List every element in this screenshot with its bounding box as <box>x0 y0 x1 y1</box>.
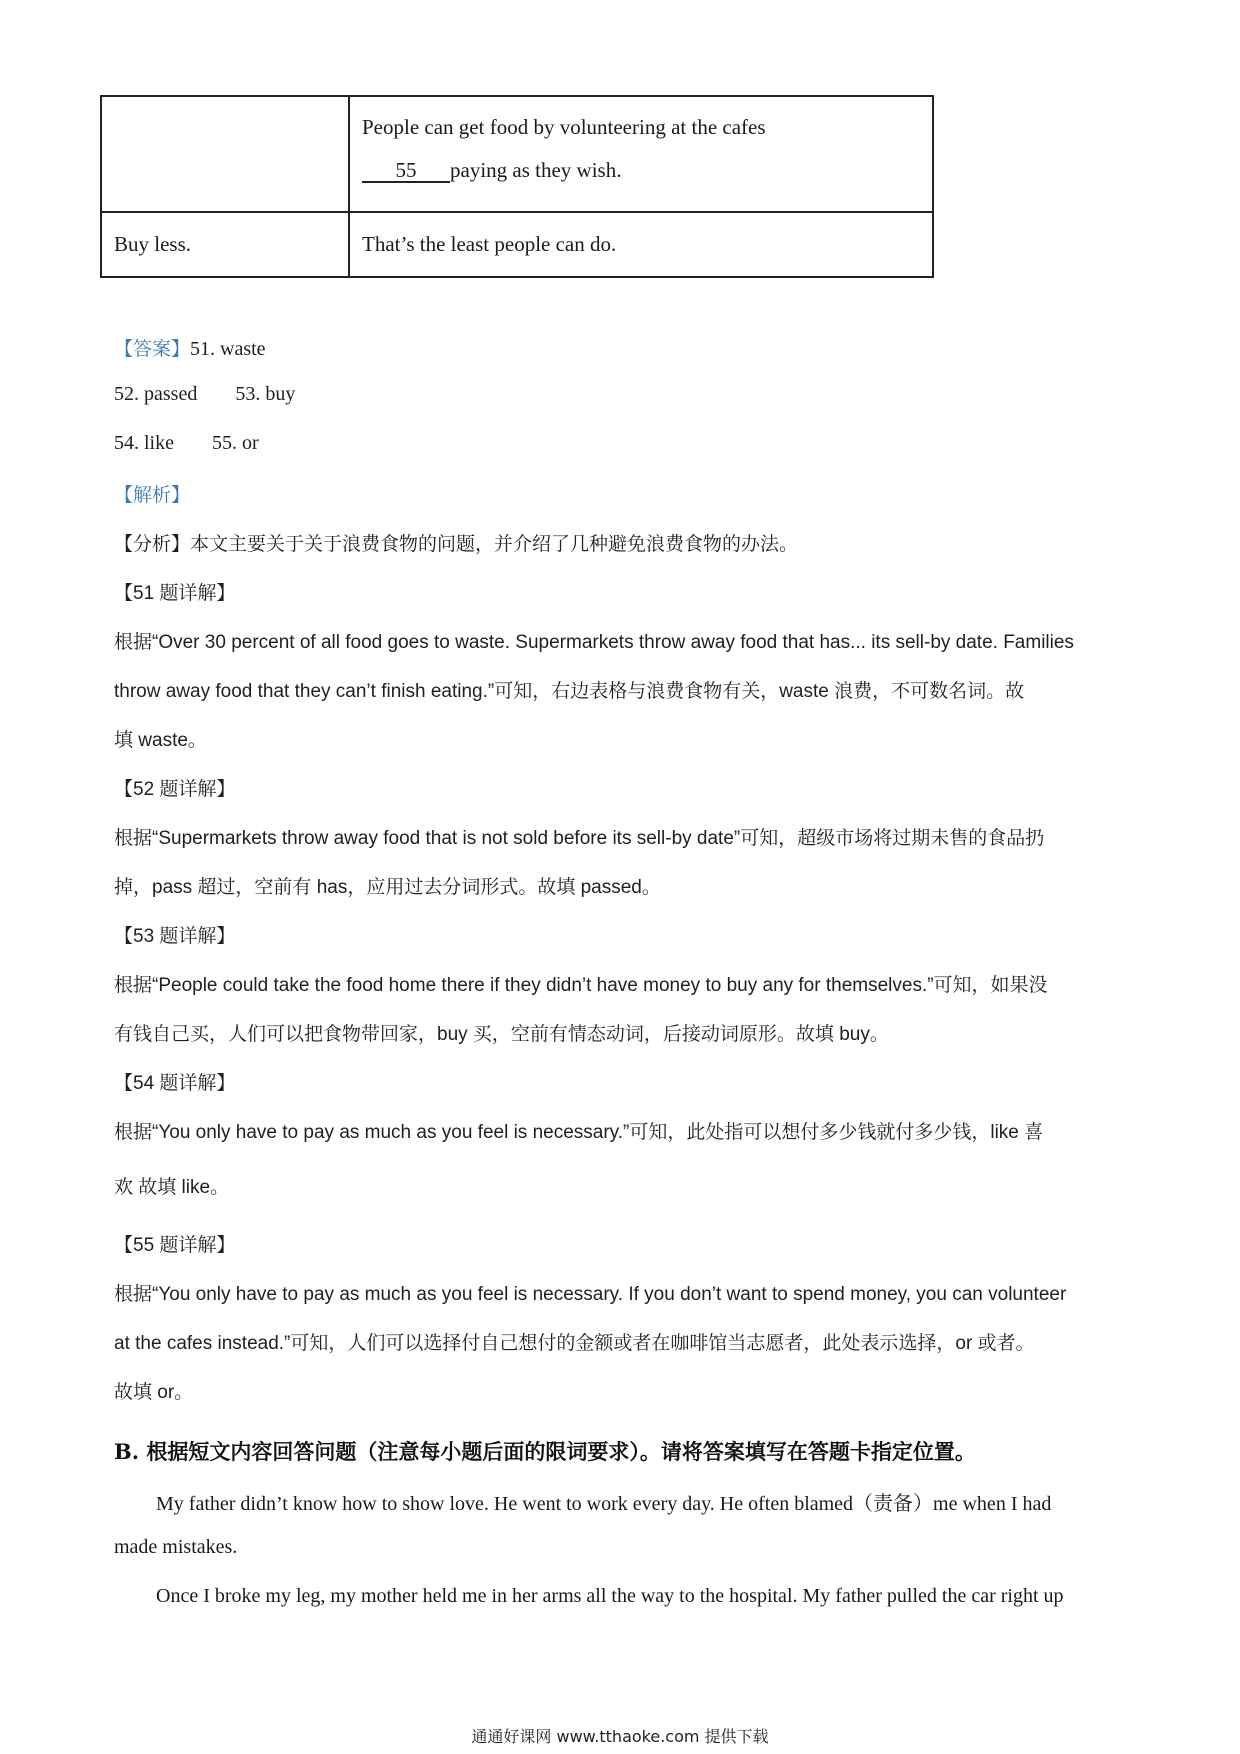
story-line: Once I broke my leg, my mother held me in her arms all the way to the hospital. My father pulled the car right up <box>156 1585 1064 1607</box>
fill-in-table <box>100 95 934 278</box>
table-cell-left <box>101 96 349 212</box>
q54-line: 根据“You only have to pay as much as you feel is necessary.”可知，此处指可以想付多少钱就付多少钱，like 喜 <box>114 1122 1044 1143</box>
answer-55: 55. or <box>212 432 259 454</box>
q53-line: 有钱自己买，人们可以把食物带回家，buy 买，空前有情态动词，后接动词原形。故填 buy。 <box>114 1024 889 1045</box>
table-text: paying as they wish. <box>450 158 622 182</box>
q51-line: throw away food that they can’t finish eating.”可知，右边表格与浪费食物有关，waste 浪费，不可数名词。故 <box>114 681 1025 702</box>
answer-line <box>114 383 295 406</box>
table-row <box>101 96 933 212</box>
answer-blank-55: 55 <box>362 159 450 183</box>
table-text-line2 <box>362 158 920 183</box>
q53-title: 【53 题详解】 <box>114 926 236 947</box>
q54-line: 欢 故填 like。 <box>114 1177 230 1198</box>
table-row <box>101 212 933 277</box>
q51-title: 【51 题详解】 <box>114 583 236 604</box>
q52-title: 【52 题详解】 <box>114 779 236 800</box>
analysis-summary: 【分析】本文主要关于关于浪费食物的问题，并介绍了几种避免浪费食物的办法。 <box>114 534 799 555</box>
page-footer: 通通好课网 www.tthaoke.com 提供下载 <box>471 1727 769 1746</box>
q52-line: 掉，pass 超过，空前有 has，应用过去分词形式。故填 passed。 <box>114 877 661 898</box>
q55-line: at the cafes instead.”可知，人们可以选择付自己想付的金额或者在咖啡馆当志愿者，此处表示选择，or 或者。 <box>114 1333 1035 1354</box>
story-line: My father didn’t know how to show love. He went to work every day. He often blamed（责备）me when I had <box>156 1493 1052 1515</box>
table-text: People can get food by volunteering at the cafes <box>362 115 766 139</box>
q55-line: 根据“You only have to pay as much as you feel is necessary. If you don’t want to spend money, you can volunteer <box>114 1284 1067 1305</box>
answer-line <box>114 432 259 455</box>
table-cell-left: Buy less. <box>101 212 349 277</box>
answer-line <box>114 334 266 361</box>
q55-line: 故填 or。 <box>114 1382 194 1403</box>
q51-line: 填 waste。 <box>114 730 207 751</box>
q53-line: 根据“People could take the food home there if they didn’t have money to buy any for themselves.”可知，如果没 <box>114 975 1048 996</box>
story-line: made mistakes. <box>114 1536 238 1558</box>
analysis-tag: 【解析】 <box>114 485 191 506</box>
answer-51: 51. waste <box>190 338 266 360</box>
answer-52: 52. passed <box>114 383 198 405</box>
answer-53: 53. buy <box>235 383 296 405</box>
section-b-heading: B. 根据短文内容回答问题（注意每小题后面的限词要求）。请将答案填写在答题卡指定位置。 <box>114 1439 976 1464</box>
table-cell-right: That’s the least people can do. <box>349 212 933 277</box>
q51-line: 根据“Over 30 percent of all food goes to waste. Supermarkets throw away food that has... its sell-by date. Families <box>114 632 1074 653</box>
answer-tag: 【答案】 <box>114 339 191 360</box>
q55-title: 【55 题详解】 <box>114 1235 236 1256</box>
table-cell-right <box>349 96 933 212</box>
q54-title: 【54 题详解】 <box>114 1073 236 1094</box>
q52-line: 根据“Supermarkets throw away food that is not sold before its sell-by date”可知，超级市场将过期未售的食品扔 <box>114 828 1045 849</box>
answer-54: 54. like <box>114 432 174 454</box>
